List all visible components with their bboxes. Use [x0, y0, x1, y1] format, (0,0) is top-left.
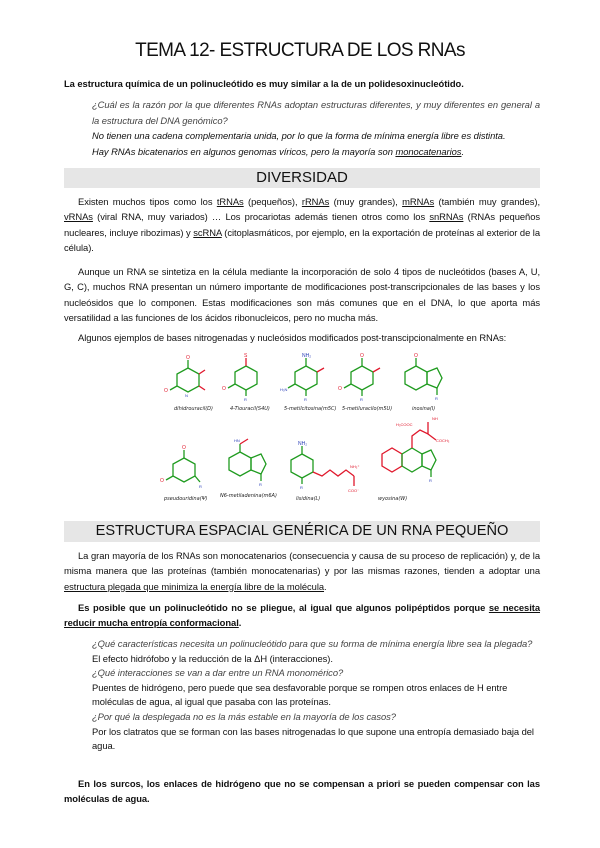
svg-text:R: R — [304, 397, 307, 402]
qa-question-3: ¿Por qué la desplegada no es la más estable en la mayoría de los casos? — [92, 710, 396, 722]
molecule-pseudouridina — [160, 445, 202, 489]
molecule-wyosina — [382, 416, 450, 483]
svg-text:O: O — [164, 388, 168, 394]
svg-text:S: S — [244, 353, 248, 359]
svg-text:R: R — [259, 482, 262, 487]
svg-text:R: R — [435, 396, 438, 401]
molecule-n6-metiladenina — [229, 438, 266, 487]
modified-bases-figure — [160, 350, 460, 510]
molecule-label: 5-metiluracilo(m5U) — [342, 406, 393, 412]
molecule-5-metilcitosina — [280, 353, 324, 402]
intro-qa — [92, 97, 540, 159]
svg-text:R: R — [244, 397, 247, 402]
svg-text:COCH₃: COCH₃ — [436, 438, 450, 443]
intro-answer-1: No tienen una cadena complementaria unida, por lo que la forma de mínima energía libre es distinta. — [92, 130, 506, 142]
svg-text:O: O — [160, 478, 164, 484]
estructura-qa — [92, 637, 540, 754]
svg-text:H₃N: H₃N — [280, 387, 288, 392]
molecule-label: 4-Tiouracil(S4U) — [230, 406, 270, 412]
svg-text:R: R — [360, 397, 363, 402]
qa-question-2: ¿Qué interacciones se van a dar entre un RNA monomérico? — [92, 667, 344, 679]
diversidad-paragraph-3: Algunos ejemplos de bases nitrogenadas y nucleósidos modificados post-transcipcionalmente en RNAs: — [78, 332, 507, 343]
svg-text:R: R — [429, 478, 432, 483]
svg-text:NH₃⁺: NH₃⁺ — [350, 464, 360, 469]
qa-answer-3: Por los clatratos que se forman con las bases nitrogenadas lo que supone una entropía demasiado baja del agua. — [92, 725, 534, 752]
estructura-paragraph-2: Es posible que un polinucleótido no se pliegue, al igual que algunos polipéptidos porque se necesita reducir mucha entropía conformacional. — [64, 602, 540, 629]
molecule-label: wyosina(W) — [378, 496, 408, 502]
intro-statement: La estructura química de un polinucleótido es muy similar a la de un polidesoxinucleótido. — [64, 78, 464, 89]
molecule-label: 5-metilcitosina(m5C) — [284, 406, 337, 412]
svg-text:N: N — [185, 393, 188, 398]
svg-text:COO⁻: COO⁻ — [348, 488, 360, 493]
section-heading-estructura-espacial: ESTRUCTURA ESPACIAL GENÉRICA DE UN RNA PEQUEÑO — [64, 521, 540, 542]
molecule-inosina — [405, 353, 442, 401]
qa-answer-1: El efecto hidrófobo y la reducción de la ΔH (interacciones). — [92, 652, 333, 664]
molecule-4-tiouracil — [222, 353, 257, 402]
estructura-paragraph-1: La gran mayoría de los RNAs son monocatenarios (consecuencia y causa de su proceso de replicación) y, de la misma manera que las proteínas (también monocatenarias) y por las mismas razones, tienden a adoptar una estructura plegada que minimiza la energía libre de la molécula. — [64, 550, 540, 592]
svg-text:R: R — [199, 484, 202, 489]
svg-text:NH: NH — [432, 416, 438, 421]
section-heading-diversidad: DIVERSIDAD — [64, 168, 540, 188]
svg-text:O: O — [360, 353, 364, 359]
svg-text:NH₂: NH₂ — [298, 441, 308, 447]
diversidad-paragraph-2: Aunque un RNA se sintetiza en la célula mediante la incorporación de solo 4 tipos de nucleótidos (bases A, U, G, C), muchos RNA presentan un número importante de modificaciones post-transcripcionales de las bases y los nucleósidos que lo componen. Estas modificaciones son más comunes que en el DNA, lo que aporta más versatilidad a las funciones de los ácidos ribonucleicos, pero no mucha más. — [64, 266, 540, 324]
intro-question: ¿Cuál es la razón por la que diferentes RNAs adoptan estructuras diferentes, y muy diferentes en general a la estructura del DNA genómico? — [92, 99, 540, 126]
svg-text:HN: HN — [234, 438, 240, 443]
diversidad-paragraph-1: Existen muchos tipos como los tRNAs (pequeños), rRNAs (muy grandes), mRNAs (también muy grandes), vRNAs (viral RNA, muy variados) … Los procariotas además tienen otros como los snRNAs (RNAs pequeños nucleares, incluye ribozimas) y scRNA (citoplasmáticos, por ejemplo, en la exportación de proteínas al exterior de la célula). — [64, 196, 541, 254]
molecule-label: pseudouridina(Ψ) — [164, 496, 208, 502]
svg-text:NH₂: NH₂ — [302, 353, 312, 359]
qa-question-1: ¿Qué características necesita un polinucleótido para que su forma de mínima energía libre sea la plegada? — [92, 638, 533, 649]
svg-text:O: O — [414, 353, 418, 359]
svg-text:H₃COOC: H₃COOC — [396, 422, 413, 427]
molecule-5-metiluracilo — [338, 353, 380, 402]
svg-text:O: O — [338, 386, 342, 392]
document-title: TEMA 12- ESTRUCTURA DE LOS RNAs — [135, 40, 465, 61]
estructura-paragraph-3: En los surcos, los enlaces de hidrógeno que no se compensan a priori se pueden compensar con las moléculas de agua. — [64, 778, 540, 805]
molecule-label: N6-metiladenina(m6A) — [220, 493, 277, 499]
molecule-dihidrouracil — [164, 355, 205, 398]
svg-text:O: O — [222, 386, 226, 392]
svg-text:R: R — [300, 485, 303, 490]
svg-text:O: O — [186, 355, 190, 361]
molecule-label: lisidina(L) — [296, 496, 321, 502]
molecule-lisidina — [291, 441, 360, 493]
molecule-label: inosina(I) — [412, 406, 436, 412]
intro-answer-2: Hay RNAs bicatenarios en algunos genomas víricos, pero la mayoría son monocatenarios. — [92, 145, 465, 157]
molecule-label: dihidrouracil(D) — [174, 406, 213, 412]
svg-text:O: O — [182, 445, 186, 451]
qa-answer-2: Puentes de hidrógeno, pero puede que sea desfavorable porque se rompen otros enlaces de H entre moléculas de agua, al igual que pasaba con las proteínas. — [92, 681, 508, 708]
